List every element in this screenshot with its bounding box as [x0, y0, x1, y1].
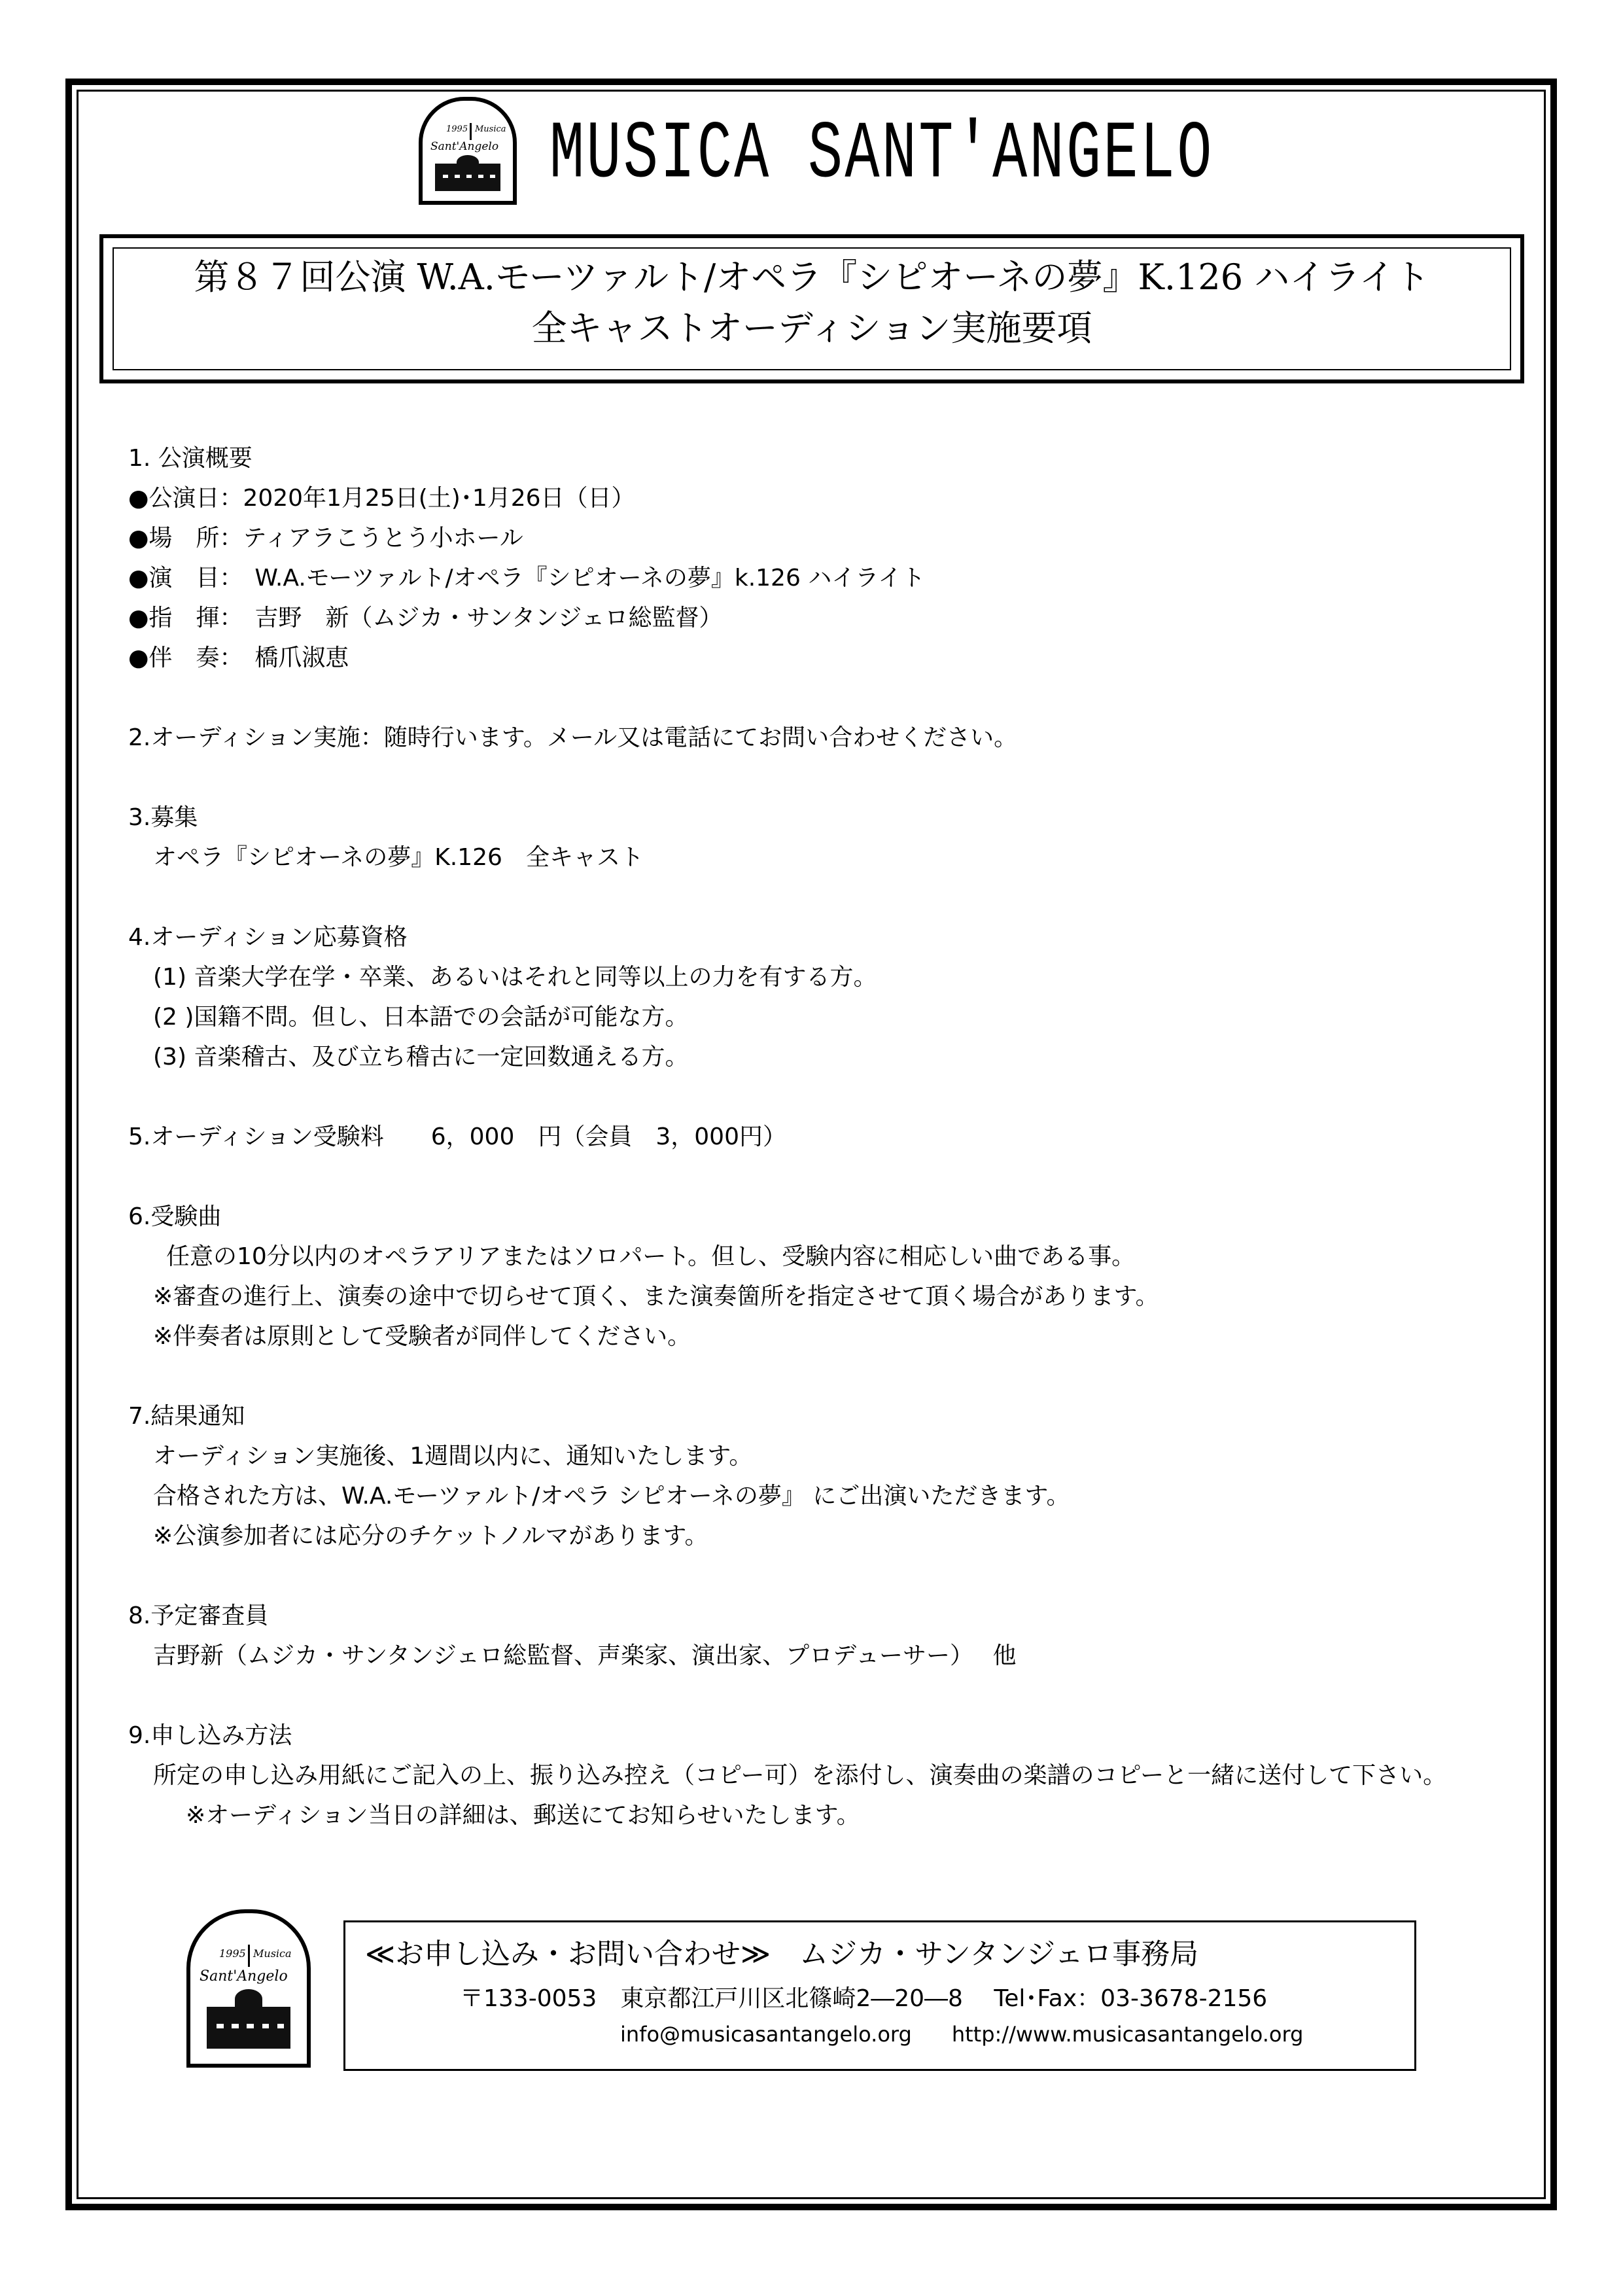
section-7-line-1: オーディション実施後、1週間以内に、通知いたします。	[153, 1443, 753, 1470]
footer-logo-year: 1995	[219, 1947, 246, 1960]
section-2: 2.オーディション実施：随時行います。メール又は電話にてお問い合わせください。	[128, 724, 1018, 751]
logo-santangelo: Sant'Angelo	[430, 140, 499, 153]
eligibility-item-1: (1) 音楽大学在学・卒業、あるいはそれと同等以上の力を有する方。	[153, 964, 877, 991]
contact-box	[343, 1920, 1416, 2071]
footer-building-icon	[207, 2007, 290, 2049]
section-9-line-1: 所定の申し込み用紙にご記入の上、振り込み控え（コピー可）を添付し、演奏曲の楽譜のコピーと一緒に送付して下さい。	[153, 1762, 1447, 1789]
performance-program: ●演 目： W.A.モーツァルト/オペラ『シピオーネの夢』k.126 ハイライト	[128, 565, 926, 592]
contact-email-link[interactable]: info@musicasantangelo.org	[620, 2022, 912, 2047]
section-7-heading: 7.結果通知	[128, 1403, 245, 1430]
page-header-title: MUSICA SANT'ANGELO	[550, 109, 1214, 202]
contact-web	[620, 2022, 1303, 2047]
section-8-body: 吉野新（ムジカ・サンタンジェロ総監督、声楽家、演出家、プロデューサー） 他	[153, 1642, 1017, 1669]
section-7-line-2: 合格された方は、W.A.モーツァルト/オペラ シピオーネの夢』 にご出演いただきます。	[153, 1483, 1070, 1510]
section-9-heading: 9.申し込み方法	[128, 1722, 292, 1749]
section-7-line-3: ※公演参加者には応分のチケットノルマがあります。	[153, 1523, 708, 1549]
section-3-heading: 3.募集	[128, 804, 198, 831]
footer-logo-santangelo: Sant'Angelo	[200, 1968, 288, 1985]
section-6-line-3: ※伴奏者は原則として受験者が同伴してください。	[153, 1323, 691, 1350]
footer-logo-musica: Musica	[253, 1947, 292, 1960]
section-6-line-2: ※審査の進行上、演奏の途中で切らせて頂く、また演奏箇所を指定させて頂く場合があります。	[153, 1283, 1159, 1310]
section-1-heading: 1. 公演概要	[128, 445, 253, 472]
logo-year: 1995	[446, 124, 468, 134]
section-4-heading: 4.オーディション応募資格	[128, 924, 408, 951]
contact-website-link[interactable]: http://www.musicasantangelo.org	[951, 2022, 1304, 2047]
contact-address: 〒133-0053 東京都江戸川区北篠崎2―20―8 Tel･Fax：03-3678-2156	[460, 1985, 1268, 2012]
performance-conductor: ●指 揮： 吉野 新（ムジカ・サンタンジェロ総監督）	[128, 605, 723, 631]
document-body	[128, 438, 1535, 1835]
section-9-line-2: ※オーディション当日の詳細は、郵送にてお知らせいたします。	[186, 1802, 860, 1829]
contact-title: ≪お申し込み・お問い合わせ≫ ムジカ・サンタンジェロ事務局	[365, 1937, 1199, 1971]
section-6-line-1: 任意の10分以内のオペラアリアまたはソロパート。但し、受験内容に相応しい曲である事。	[166, 1243, 1136, 1270]
performance-venue: ●場 所：ティアラこうとう小ホール	[128, 525, 523, 552]
title-line-2: 全キャストオーディション実施要項	[531, 308, 1092, 349]
section-5-fee: 5.オーディション受験料 6，000 円（会員 3，000円）	[128, 1123, 786, 1150]
performance-accompanist: ●伴 奏： 橋爪淑恵	[128, 645, 349, 671]
eligibility-item-3: (3) 音楽稽古、及び立ち稽古に一定回数通える方。	[153, 1044, 689, 1070]
section-6-heading: 6.受験曲	[128, 1203, 222, 1230]
title-box	[99, 234, 1524, 383]
eligibility-item-2: (2 )国籍不問。但し、日本語での会話が可能な方。	[153, 1004, 689, 1031]
logo-musica: Musica	[475, 124, 506, 134]
performance-date: ●公演日：2020年1月25日(土)･1月26日（日）	[128, 485, 635, 512]
header-logo	[419, 97, 517, 205]
section-3-body: オペラ『シピオーネの夢』K.126 全キャスト	[153, 844, 644, 871]
section-8-heading: 8.予定審査員	[128, 1602, 269, 1629]
title-line-1: 第８７回公演 W.A.モーツァルト/オペラ『シピオーネの夢』K.126 ハイライト	[194, 256, 1430, 298]
footer-logo	[186, 1909, 311, 2068]
